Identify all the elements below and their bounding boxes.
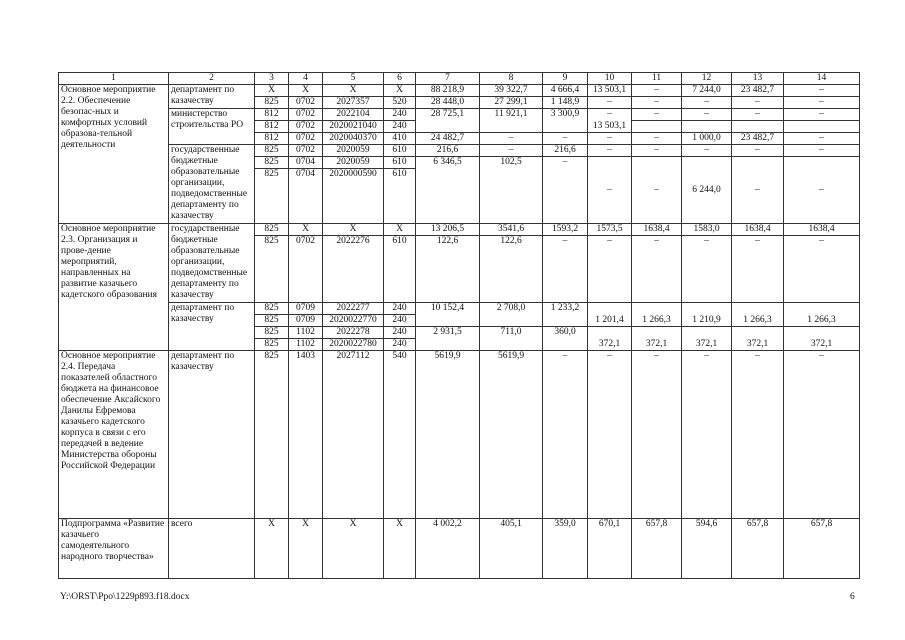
table-cell: 2020022780 — [323, 339, 384, 351]
header-row — [59, 73, 860, 85]
table-cell: 812 — [255, 121, 289, 133]
table-cell: 405,1 — [480, 519, 543, 579]
table-cell: 1403 — [289, 351, 323, 519]
table-cell: 2020022770 — [323, 315, 384, 327]
header-cell: 3 — [255, 73, 289, 85]
table-cell — [416, 339, 480, 351]
table-cell: 0702 — [289, 133, 323, 145]
table-cell: 1 266,3 — [632, 315, 682, 327]
table-cell: – — [682, 109, 732, 121]
header-cell: 7 — [416, 73, 480, 85]
table-cell: 28 725,1 — [416, 109, 480, 121]
table-cell: 2 708,0 — [480, 303, 543, 315]
table-cell: 2027357 — [323, 97, 384, 109]
table-cell: 0702 — [289, 109, 323, 121]
measure-name: Основное мероприятие 2.3. Организация и прове-дение мероприятий, направленных на развитие казачьего кадетского образования — [59, 224, 169, 351]
table-cell: – — [543, 157, 588, 224]
table-cell: X — [289, 519, 323, 579]
table-cell: – — [784, 133, 860, 145]
table-cell: 27 299,1 — [480, 97, 543, 109]
table-cell: 0702 — [289, 236, 323, 303]
table-cell: X — [384, 519, 416, 579]
table-cell: 39 322,7 — [480, 85, 543, 97]
table-cell: – — [732, 351, 784, 519]
table-cell: – — [732, 236, 784, 303]
table-cell — [732, 327, 784, 339]
table-cell: 4 666,4 — [543, 85, 588, 97]
table-cell — [416, 315, 480, 327]
table-cell: – — [632, 157, 682, 224]
table-cell: 1 266,3 — [732, 315, 784, 327]
table-cell: – — [588, 351, 632, 519]
table-cell: 610 — [384, 145, 416, 157]
table-cell: 3 300,9 — [543, 109, 588, 121]
table-cell: 825 — [255, 315, 289, 327]
table-cell: 6 244,0 — [682, 157, 732, 224]
table-cell: 372,1 — [588, 339, 632, 351]
table-cell: – — [732, 145, 784, 157]
table-cell: – — [632, 236, 682, 303]
table-cell: 2020059 — [323, 157, 384, 169]
executor: министерство строительства РО — [169, 109, 255, 145]
table-cell — [632, 121, 682, 133]
table-cell: 240 — [384, 109, 416, 121]
table-cell: 540 — [384, 351, 416, 519]
header-cell: 9 — [543, 73, 588, 85]
table-cell — [480, 315, 543, 327]
subprogram-name: Подпрограмма «Развитие казачьего самодеятельного народного творчества» — [59, 519, 169, 579]
table-cell: 410 — [384, 133, 416, 145]
table-cell: 610 — [384, 236, 416, 303]
table-cell: X — [323, 519, 384, 579]
table-cell: 5619,9 — [480, 351, 543, 519]
executor: государственные бюджетные образовательные организации, подведомственные департаменту по казачеству — [169, 145, 255, 224]
table-cell: 216,6 — [416, 145, 480, 157]
table-cell: – — [543, 351, 588, 519]
table-cell: 2 931,5 — [416, 327, 480, 339]
table-cell: 1638,4 — [732, 224, 784, 236]
budget-table — [58, 72, 860, 579]
header-cell: 14 — [784, 73, 860, 85]
table-cell: 0702 — [289, 97, 323, 109]
table-cell — [588, 327, 632, 339]
header-cell: 11 — [632, 73, 682, 85]
table-cell: 240 — [384, 315, 416, 327]
table-cell: 122,6 — [416, 236, 480, 303]
table-cell: 670,1 — [588, 519, 632, 579]
table-cell: 372,1 — [732, 339, 784, 351]
table-cell — [632, 327, 682, 339]
table-cell: 2020040370 — [323, 133, 384, 145]
header-cell: 6 — [384, 73, 416, 85]
table-cell: 610 — [384, 157, 416, 169]
table-cell: – — [682, 145, 732, 157]
table-cell: – — [784, 157, 860, 224]
table-cell: – — [784, 97, 860, 109]
table-cell — [416, 121, 480, 133]
table-cell: – — [588, 157, 632, 224]
table-row — [59, 351, 860, 519]
table-cell: X — [255, 519, 289, 579]
table-cell: – — [632, 97, 682, 109]
table-cell: X — [289, 85, 323, 97]
table-cell: 520 — [384, 97, 416, 109]
table-row — [59, 145, 860, 157]
measure-name: Основное мероприятие 2.2. Обеспечение безопас-ных и комфортных условий образова-тельной деятельности — [59, 85, 169, 224]
table-cell: – — [632, 109, 682, 121]
table-cell: 7 244,0 — [682, 85, 732, 97]
executor: департамент по казачеству — [169, 85, 255, 109]
table-cell — [480, 121, 543, 133]
table-cell: – — [480, 133, 543, 145]
table-cell: 0709 — [289, 303, 323, 315]
table-cell: X — [384, 224, 416, 236]
table-cell: – — [588, 97, 632, 109]
table-row — [59, 303, 860, 315]
table-cell: 216,6 — [543, 145, 588, 157]
table-cell — [543, 339, 588, 351]
table-cell: 825 — [255, 224, 289, 236]
table-cell: 4 002,2 — [416, 519, 480, 579]
table-cell: 711,0 — [480, 327, 543, 339]
table-cell: 825 — [255, 97, 289, 109]
header-cell: 1 — [59, 73, 169, 85]
table-cell: 240 — [384, 339, 416, 351]
table-cell: 2022278 — [323, 327, 384, 339]
table-cell: – — [732, 97, 784, 109]
table-cell: 1638,4 — [784, 224, 860, 236]
table-cell — [682, 121, 732, 133]
table-cell: 2020000590 — [323, 169, 384, 224]
table-cell — [784, 121, 860, 133]
table-cell: – — [588, 145, 632, 157]
table-cell: 0709 — [289, 315, 323, 327]
executor: всего — [169, 519, 255, 579]
table-row — [59, 109, 860, 121]
table-cell: – — [588, 236, 632, 303]
table-cell: 1102 — [289, 327, 323, 339]
table-cell: 122,6 — [480, 236, 543, 303]
header-cell: 12 — [682, 73, 732, 85]
table-cell: 13 503,1 — [588, 121, 632, 133]
table-cell: 0704 — [289, 169, 323, 224]
table-cell: 825 — [255, 145, 289, 157]
table-cell: 825 — [255, 327, 289, 339]
table-cell: 1593,2 — [543, 224, 588, 236]
table-cell: 10 152,4 — [416, 303, 480, 315]
table-cell: 240 — [384, 327, 416, 339]
table-cell: 1 233,2 — [543, 303, 588, 315]
table-cell: – — [588, 109, 632, 121]
header-cell: 10 — [588, 73, 632, 85]
table-cell: 825 — [255, 351, 289, 519]
table-cell: 610 — [384, 169, 416, 224]
table-cell: 2022276 — [323, 236, 384, 303]
table-cell: 1638,4 — [632, 224, 682, 236]
table-cell: 88 218,9 — [416, 85, 480, 97]
table-cell: 657,8 — [784, 519, 860, 579]
table-cell — [480, 339, 543, 351]
table-cell: 102,5 — [480, 157, 543, 224]
table-cell: 1 148,9 — [543, 97, 588, 109]
table-cell: 372,1 — [632, 339, 682, 351]
table-cell: 825 — [255, 303, 289, 315]
table-cell: – — [632, 85, 682, 97]
table-cell: 1573,5 — [588, 224, 632, 236]
table-cell: – — [732, 157, 784, 224]
table-cell: 2027112 — [323, 351, 384, 519]
table-cell: – — [480, 145, 543, 157]
table-cell: – — [784, 351, 860, 519]
table-cell — [784, 303, 860, 315]
table-cell: 1583,0 — [682, 224, 732, 236]
table-cell: 13 503,1 — [588, 85, 632, 97]
table-cell: – — [732, 109, 784, 121]
table-cell: – — [682, 97, 732, 109]
table-cell: X — [323, 224, 384, 236]
table-cell: 3541,6 — [480, 224, 543, 236]
table-cell — [682, 303, 732, 315]
table-cell — [588, 303, 632, 315]
table-cell: 23 482,7 — [732, 85, 784, 97]
table-cell: 24 482,7 — [416, 133, 480, 145]
table-cell: 825 — [255, 339, 289, 351]
table-cell — [543, 315, 588, 327]
page-number: 6 — [850, 592, 855, 602]
table-cell: – — [543, 133, 588, 145]
table-cell: 657,8 — [632, 519, 682, 579]
table-cell: – — [784, 145, 860, 157]
table-cell: – — [588, 133, 632, 145]
header-cell: 13 — [732, 73, 784, 85]
table-cell: 2020059 — [323, 145, 384, 157]
table-cell: X — [255, 85, 289, 97]
table-cell: 812 — [255, 109, 289, 121]
table-cell — [784, 327, 860, 339]
table-cell: – — [784, 109, 860, 121]
table-cell: 1 266,3 — [784, 315, 860, 327]
table-cell: 2020021040 — [323, 121, 384, 133]
table-cell: 0702 — [289, 121, 323, 133]
table-cell — [732, 121, 784, 133]
table-cell: 11 921,1 — [480, 109, 543, 121]
header-cell: 2 — [169, 73, 255, 85]
table-cell: 1 201,4 — [588, 315, 632, 327]
table-cell — [632, 303, 682, 315]
header-cell: 8 — [480, 73, 543, 85]
table-cell: 28 448,0 — [416, 97, 480, 109]
table-cell: – — [682, 351, 732, 519]
table-cell: – — [784, 236, 860, 303]
table-cell: 1102 — [289, 339, 323, 351]
table-cell: 812 — [255, 133, 289, 145]
table-cell: 1 000,0 — [682, 133, 732, 145]
table-cell — [543, 121, 588, 133]
table-cell: 372,1 — [784, 339, 860, 351]
table-cell: – — [543, 236, 588, 303]
file-path: Y:\ORST\Ppo\1229p893.f18.docx — [60, 592, 190, 602]
table-cell: X — [384, 85, 416, 97]
table-cell: 13 206,5 — [416, 224, 480, 236]
table-cell: – — [784, 85, 860, 97]
table-cell: 594,6 — [682, 519, 732, 579]
executor: государственные бюджетные образовательные организации, подведомственные департаменту по казачеству — [169, 224, 255, 303]
table-cell: 0702 — [289, 145, 323, 157]
table-cell: X — [323, 85, 384, 97]
table-row — [59, 224, 860, 236]
table-cell: 0704 — [289, 157, 323, 169]
measure-name: Основное мероприятие 2.4. Передача показателей областного бюджета на финансовое обеспечение Аксайского Данилы Ефремова казачьего кадетского корпуса в связи с его передачей в ведение Министерства обороны Российской Федерации — [59, 351, 169, 519]
header-cell: 5 — [323, 73, 384, 85]
table-row — [59, 519, 860, 579]
table-cell: – — [682, 236, 732, 303]
executor: департамент по казачеству — [169, 351, 255, 519]
table-cell: X — [289, 224, 323, 236]
table-cell: – — [632, 145, 682, 157]
table-cell: 825 — [255, 169, 289, 224]
table-cell: 240 — [384, 303, 416, 315]
table-cell: 2022277 — [323, 303, 384, 315]
executor: департамент по казачеству — [169, 303, 255, 351]
table-cell: 825 — [255, 236, 289, 303]
table-cell: – — [632, 133, 682, 145]
table-cell: 825 — [255, 157, 289, 169]
table-cell — [732, 303, 784, 315]
table-row — [59, 85, 860, 97]
table-cell: 657,8 — [732, 519, 784, 579]
table-cell: 1 210,9 — [682, 315, 732, 327]
table-cell: 359,0 — [543, 519, 588, 579]
table-cell: 6 346,5 — [416, 157, 480, 224]
table-cell — [682, 327, 732, 339]
table-cell: 5619,9 — [416, 351, 480, 519]
table-cell: 240 — [384, 121, 416, 133]
table-cell: – — [632, 351, 682, 519]
table-cell: 23 482,7 — [732, 133, 784, 145]
table-cell: 2022104 — [323, 109, 384, 121]
header-cell: 4 — [289, 73, 323, 85]
table-cell: 360,0 — [543, 327, 588, 339]
table-cell: 372,1 — [682, 339, 732, 351]
